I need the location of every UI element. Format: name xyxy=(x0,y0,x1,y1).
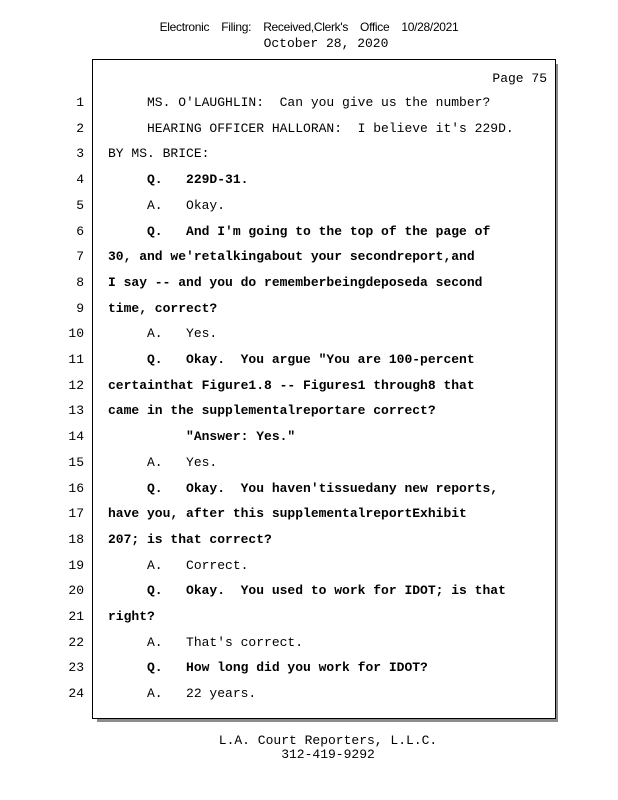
line-number: 22 xyxy=(68,635,84,650)
line-number: 15 xyxy=(68,455,84,470)
stamp-word: Electronic xyxy=(159,20,210,34)
line-text: A. 22 years. xyxy=(108,686,257,701)
line-text: 30, and we'retalkingabout your secondreport,and xyxy=(108,249,475,264)
line-text: BY MS. BRICE: xyxy=(108,146,210,161)
line-number: 5 xyxy=(76,198,84,213)
line-text: A. Yes. xyxy=(108,455,218,470)
line-text: I say -- and you do rememberbeingdeposeda second xyxy=(108,275,483,290)
transcript-date: October 28, 2020 xyxy=(263,36,389,51)
line-number: 4 xyxy=(76,172,84,187)
line-number: 19 xyxy=(68,558,84,573)
stamp-word: Office xyxy=(360,20,390,34)
efiling-stamp xyxy=(0,20,618,34)
line-number: 3 xyxy=(76,146,84,161)
line-text: Q. Okay. You argue "You are 100-percent xyxy=(108,352,475,367)
line-number: 2 xyxy=(76,121,84,136)
stamp-word: Received,Clerk's xyxy=(263,20,349,34)
line-text: have you, after this supplementalreportExhibit xyxy=(108,506,467,521)
line-number: 16 xyxy=(68,481,84,496)
line-number: 11 xyxy=(68,352,84,367)
line-number: 20 xyxy=(68,583,84,598)
stamp-word: Filing: xyxy=(221,20,252,34)
line-number: 9 xyxy=(76,301,84,316)
line-text: "Answer: Yes." xyxy=(108,429,296,444)
footer-company: L.A. Court Reporters, L.L.C. xyxy=(218,733,438,748)
line-text: A. Okay. xyxy=(108,198,226,213)
line-text: A. Yes. xyxy=(108,326,218,341)
line-text: Q. 229D-31. xyxy=(108,172,249,187)
line-number: 6 xyxy=(76,224,84,239)
line-text: time, correct? xyxy=(108,301,218,316)
line-number: 17 xyxy=(68,506,84,521)
line-number: 13 xyxy=(68,403,84,418)
line-text: A. That's correct. xyxy=(108,635,304,650)
line-text: Q. And I'm going to the top of the page of xyxy=(108,224,491,239)
line-text: A. Correct. xyxy=(108,558,249,573)
line-text: came in the supplementalreportare correct? xyxy=(108,403,436,418)
line-text: Q. How long did you work for IDOT? xyxy=(108,660,428,675)
line-text: 207; is that correct? xyxy=(108,532,272,547)
line-number: 7 xyxy=(76,249,84,264)
line-number: 12 xyxy=(68,378,84,393)
line-text: HEARING OFFICER HALLORAN: I believe it's 229D. xyxy=(108,121,514,136)
line-text: right? xyxy=(108,609,155,624)
line-text: MS. O'LAUGHLIN: Can you give us the number? xyxy=(108,95,491,110)
line-number: 10 xyxy=(68,326,84,341)
line-number: 23 xyxy=(68,660,84,675)
line-number: 14 xyxy=(68,429,84,444)
stamp-word: 10/28/2021 xyxy=(401,20,459,34)
line-text: Q. Okay. You haven'tissuedany new reports, xyxy=(108,481,499,496)
line-number: 8 xyxy=(76,275,84,290)
line-text: certainthat Figure1.8 -- Figures1 through8 that xyxy=(108,378,475,393)
footer-phone: 312-419-9292 xyxy=(281,747,375,762)
page-number: Page 75 xyxy=(492,71,547,86)
line-number: 24 xyxy=(68,686,84,701)
line-number: 1 xyxy=(76,95,84,110)
line-number: 21 xyxy=(68,609,84,624)
line-number: 18 xyxy=(68,532,84,547)
line-text: Q. Okay. You used to work for IDOT; is that xyxy=(108,583,506,598)
